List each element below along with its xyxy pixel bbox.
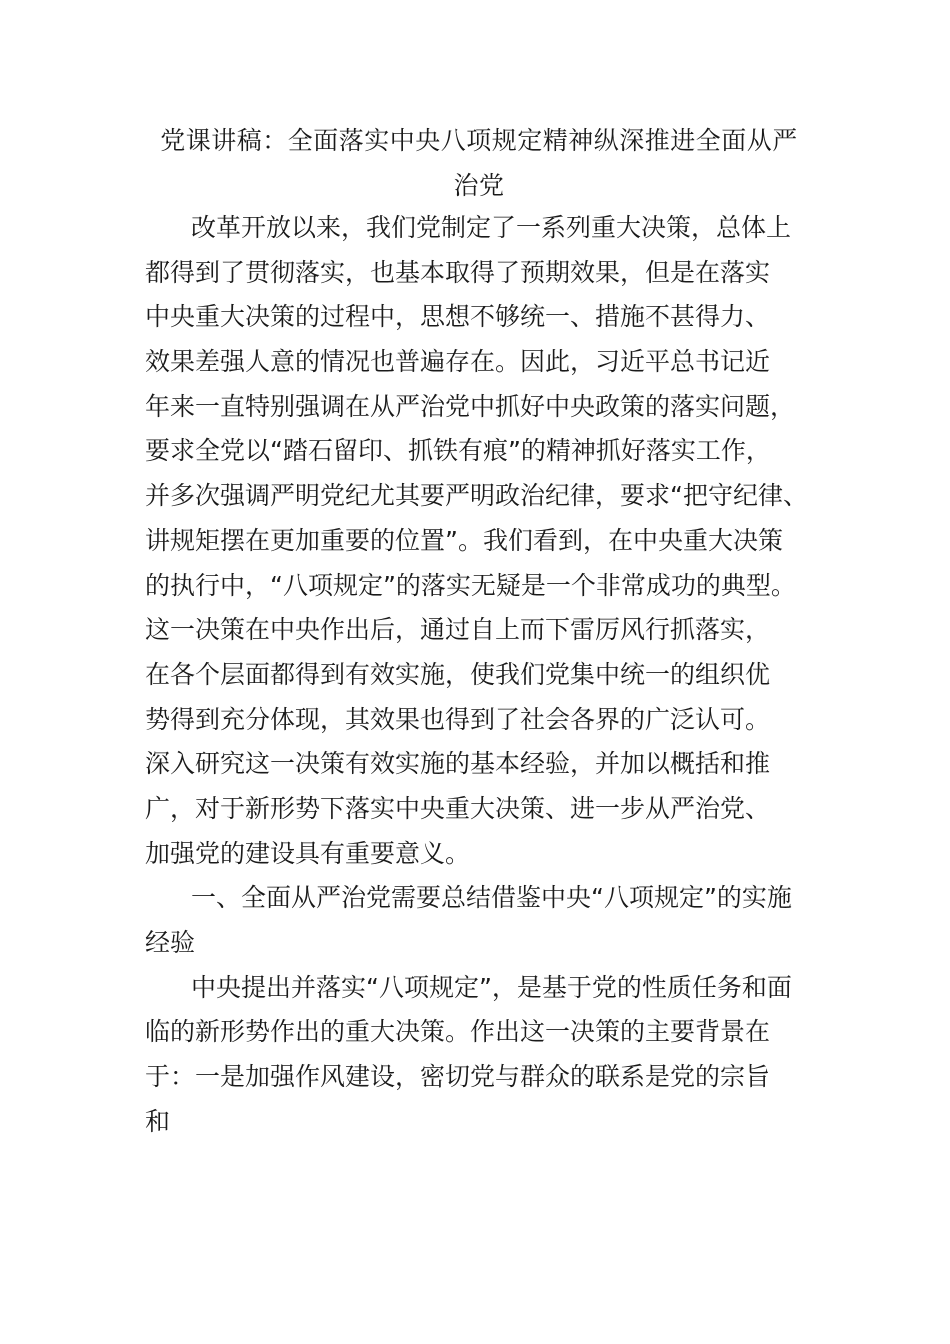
paragraph-line: 效果差强人意的情况也普遍存在。因此，习近平总书记近 xyxy=(145,347,771,377)
paragraph-line: 改革开放以来，我们党制定了一系列重大决策，总体上 xyxy=(191,213,792,242)
paragraph-intro xyxy=(145,206,825,876)
heading-line: 经验 xyxy=(145,928,196,957)
title-line: 治党 xyxy=(453,171,505,200)
paragraph-line: 并多次强调严明党纪尤其要严明政治纪律，要求“把守纪律、 xyxy=(145,481,808,511)
paragraph-line: 年来一直特别强调在从严治党中抓好中央政策的落实问题， xyxy=(145,391,796,421)
paragraph-line: 中央重大决策的过程中，思想不够统一、措施不甚得力、 xyxy=(145,302,771,332)
paragraph-line: 在各个层面都得到有效实施，使我们党集中统一的组织优 xyxy=(145,659,771,689)
paragraph-line: 临的新形势作出的重大决策。作出这一决策的主要背景在 xyxy=(145,1017,771,1047)
paragraph-line: 势得到充分体现，其效果也得到了社会各界的广泛认可。 xyxy=(145,704,771,734)
heading-line: 一、全面从严治党需要总结借鉴中央“八项规定”的实施 xyxy=(191,883,792,913)
paragraph-line: 的执行中，“八项规定”的落实无疑是一个非常成功的典型。 xyxy=(145,570,796,600)
section-heading xyxy=(145,876,825,965)
paragraph-line: 和 xyxy=(145,1106,171,1136)
paragraph-line: 要求全党以“踏石留印、抓铁有痕”的精神抓好落实工作， xyxy=(145,436,771,466)
document-title xyxy=(145,118,813,208)
paragraph-line: 深入研究这一决策有效实施的基本经验，并加以概括和推 xyxy=(145,749,771,779)
paragraph-section-one xyxy=(145,966,825,1145)
paragraph-line: 广，对于新形势下落实中央重大决策、进一步从严治党、 xyxy=(145,793,771,823)
paragraph-line: 这一决策在中央作出后，通过自上而下雷厉风行抓落实， xyxy=(145,615,771,645)
paragraph-line: 中央提出并落实“八项规定”，是基于党的性质任务和面 xyxy=(191,972,792,1002)
paragraph-line: 都得到了贯彻落实，也基本取得了预期效果，但是在落实 xyxy=(145,257,771,287)
paragraph-line: 于：一是加强作风建设，密切党与群众的联系是党的宗旨 xyxy=(145,1062,771,1092)
paragraph-line: 讲规矩摆在更加重要的位置”。我们看到，在中央重大决策 xyxy=(145,525,783,555)
title-line: 党课讲稿：全面落实中央八项规定精神纵深推进全面从严 xyxy=(160,126,798,155)
document-body xyxy=(145,206,825,1144)
paragraph-line: 加强党的建设具有重要意义。 xyxy=(145,838,471,868)
